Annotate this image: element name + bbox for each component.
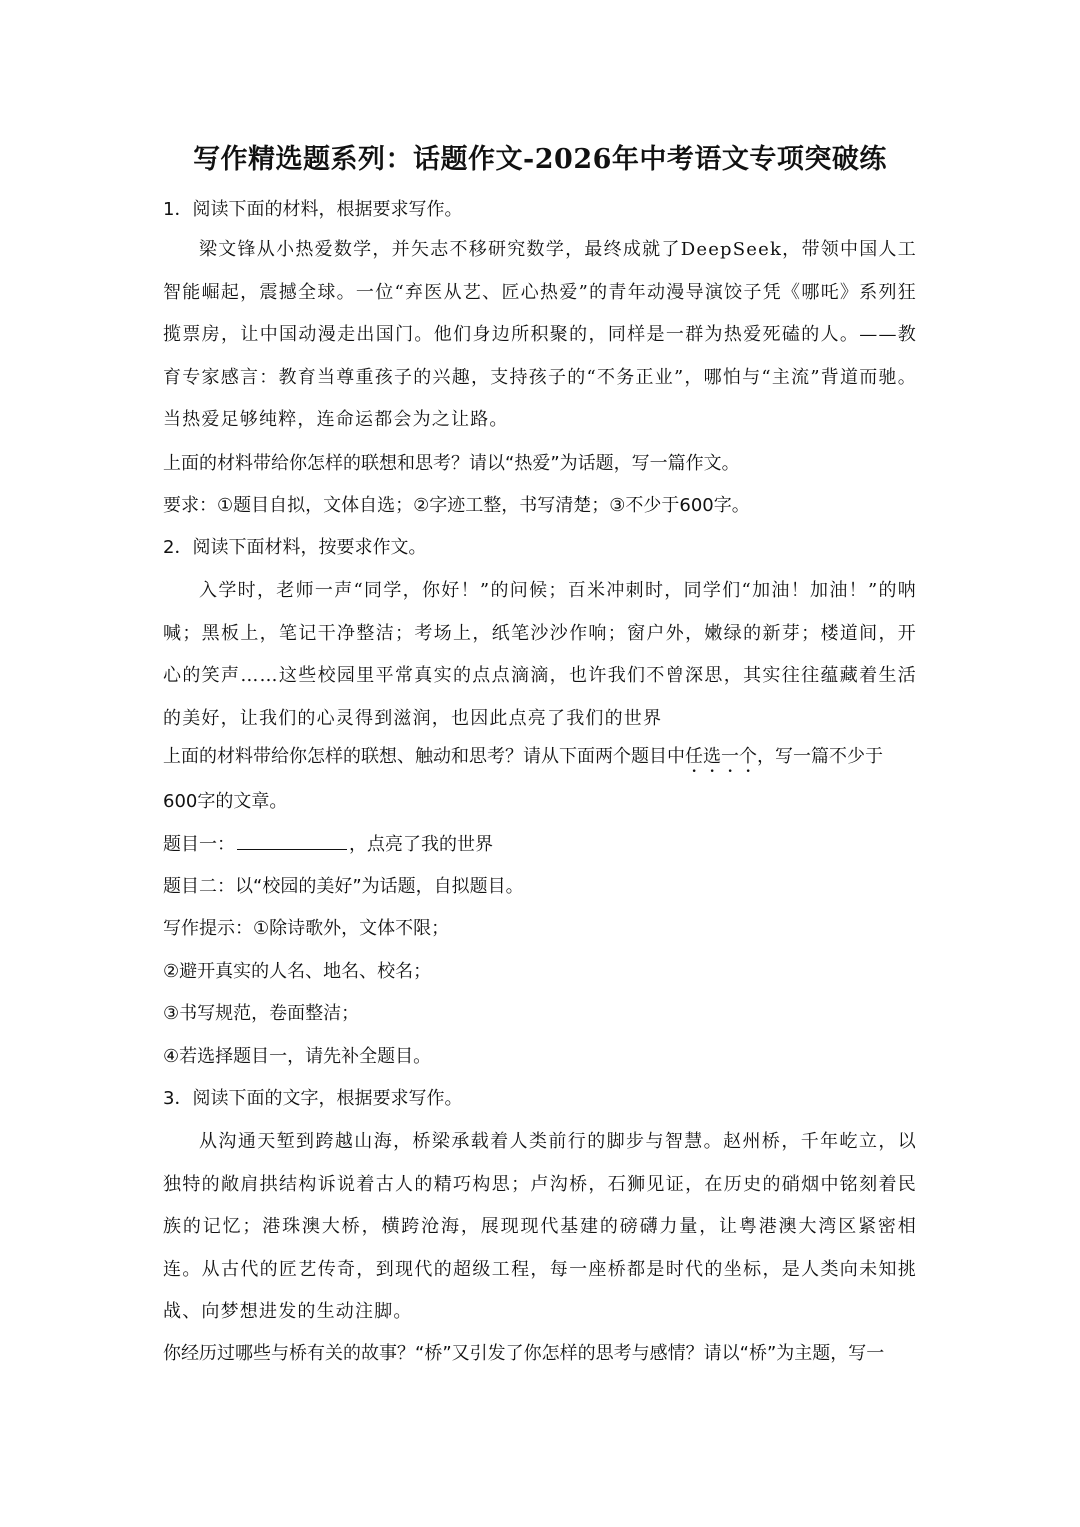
topic-1-suffix: ，点亮了我的世界 — [349, 834, 493, 855]
question-1-requirements: 要求：①题目自拟，文体自选；②字迹工整，书写清楚；③不少于600字。 — [163, 495, 750, 516]
question-1-prompt: 上面的材料带给你怎样的联想和思考？请以“热爱”为话题，写一篇作文。 — [163, 453, 740, 474]
question-3-prompt: 你经历过哪些与桥有关的故事？“桥”又引发了你怎样的思考与感情？请以“桥”为主题，写一 — [163, 1343, 885, 1364]
question-2-prompt — [163, 742, 883, 777]
document-title: 写作精选题系列：话题作文-2026年中考语文专项突破练 — [193, 144, 887, 175]
question-1-heading: 1．阅读下面的材料，根据要求写作。 — [163, 199, 463, 220]
question-2-prompt-emphasis: 任选一个 — [685, 746, 757, 767]
question-2-prompt-before: 上面的材料带给你怎样的联想、触动和思考？请从下面两个题目中 — [163, 746, 685, 767]
question-2-tip-3: ③书写规范，卷面整洁； — [163, 1003, 360, 1024]
topic-1-label: 题目一： — [163, 834, 235, 855]
question-1-material: 梁文锋从小热爱数学，并矢志不移研究数学，最终成就了DeepSeek，带领中国人工智能崛起，震撼全球。一位“弃医从艺、匠心热爱”的青年动漫导演饺子凭《哪吒》系列狂揽票房，让中国动漫走出国门。他们身边所积聚的，同样是一群为热爱死磕的人。——教育专家感言：教育当尊重孩子的兴趣，支持孩子的“不务正业”，哪怕与“主流”背道而驰。当热爱足够纯粹，连命运都会为之让路。 — [163, 239, 917, 430]
question-2-topic-1 — [163, 830, 493, 860]
question-2-tip-1: 写作提示：①除诗歌外，文体不限； — [163, 918, 450, 939]
question-2-heading: 2．阅读下面材料，按要求作文。 — [163, 537, 427, 558]
question-2-prompt-line2: 600字的文章。 — [163, 791, 288, 812]
question-3-material: 从沟通天堑到跨越山海，桥梁承载着人类前行的脚步与智慧。赵州桥，千年屹立，以独特的敞肩拱结构诉说着古人的精巧构思；卢沟桥，石狮见证，在历史的硝烟中铭刻着民族的记忆；港珠澳大桥，横跨沧海，展现现代基建的磅礴力量，让粤港澳大湾区紧密相连。从古代的匠艺传奇，到现代的超级工程，每一座桥都是时代的坐标，是人类向未知挑战、向梦想进发的生动注脚。 — [163, 1131, 917, 1322]
question-2-prompt-after: ，写一篇不少于 — [757, 746, 883, 767]
topic-1-blank — [237, 831, 347, 850]
question-2-tip-2: ②避开真实的人名、地名、校名； — [163, 961, 432, 982]
question-3-heading: 3．阅读下面的文字，根据要求写作。 — [163, 1088, 463, 1109]
question-2-tip-4: ④若选择题目一，请先补全题目。 — [163, 1046, 432, 1067]
question-2-topic-2: 题目二：以“校园的美好”为话题，自拟题目。 — [163, 876, 524, 897]
question-2-material: 入学时，老师一声“同学，你好！”的问候；百米冲刺时，同学们“加油！加油！”的呐喊；黑板上，笔记干净整洁；考场上，纸笔沙沙作响；窗户外，嫩绿的新芽；楼道间，开心的笑声……这些校园里平常真实的点点滴滴，也许我们不曾深思，其实往往蕴藏着生活的美好，让我们的心灵得到滋润，也因此点亮了我们的世界 — [163, 580, 917, 729]
